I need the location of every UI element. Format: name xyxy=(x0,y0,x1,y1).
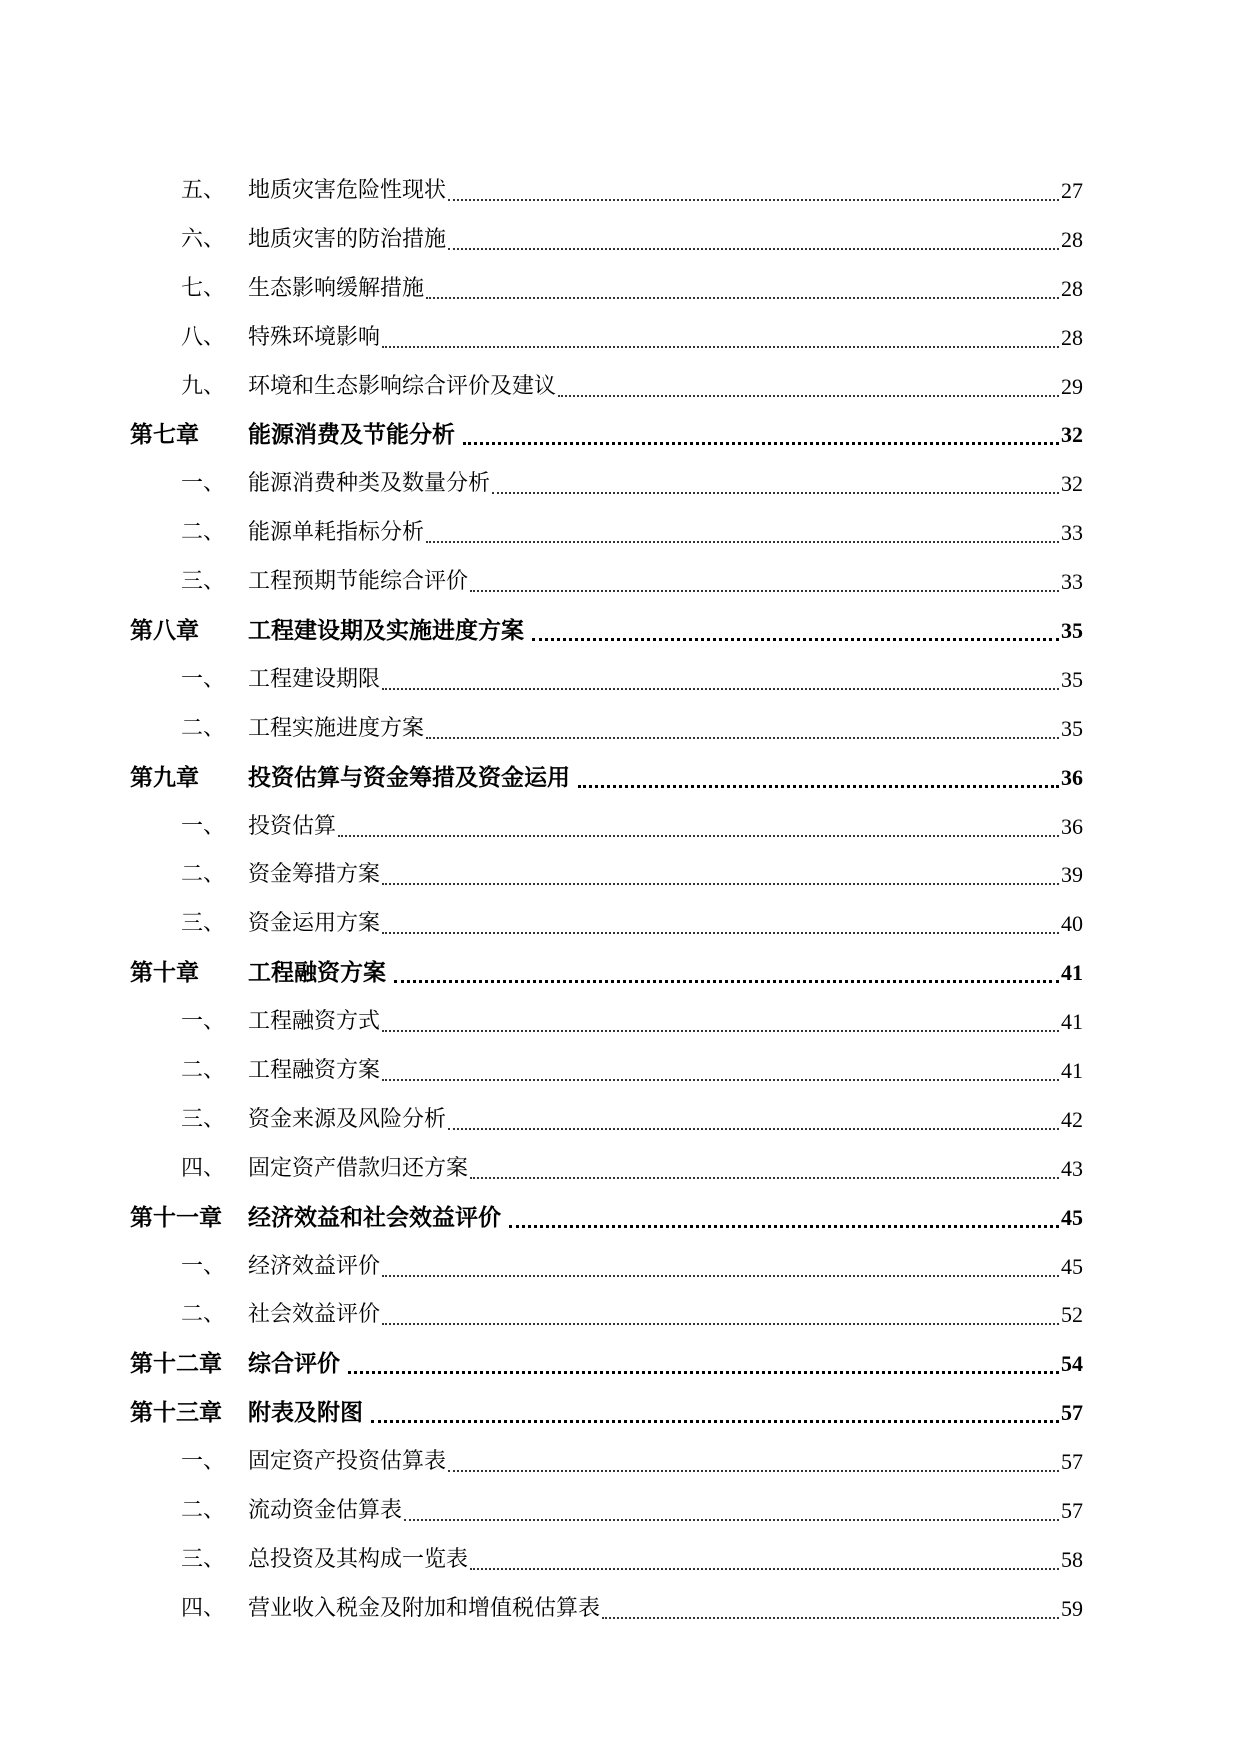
section-title: 社会效益评价 xyxy=(248,1302,381,1328)
toc-chapter-entry[interactable] xyxy=(0,1198,1241,1247)
page-number: 57 xyxy=(1061,1498,1083,1524)
section-number: 三、 xyxy=(181,1106,226,1132)
dot-leader xyxy=(348,1371,1059,1374)
toc-entry-line xyxy=(248,1100,1083,1140)
section-title: 环境和生态影响综合评价及建议 xyxy=(248,373,557,399)
dot-leader xyxy=(382,346,1059,348)
section-title: 流动资金估算表 xyxy=(248,1498,403,1524)
toc-section-entry[interactable] xyxy=(0,318,1241,367)
toc-entry-line xyxy=(248,367,1083,407)
toc-entry-line xyxy=(248,660,1083,700)
page-number: 32 xyxy=(1061,422,1083,448)
page-number: 45 xyxy=(1061,1253,1083,1279)
toc-entry-line xyxy=(248,1247,1083,1287)
section-title: 能源单耗指标分析 xyxy=(248,520,425,546)
page-number: 32 xyxy=(1061,471,1083,497)
page-number: 40 xyxy=(1061,911,1083,937)
page-number: 29 xyxy=(1061,373,1083,399)
toc-chapter-entry[interactable] xyxy=(0,758,1241,807)
page-number: 41 xyxy=(1061,960,1083,986)
toc-section-entry[interactable] xyxy=(0,513,1241,562)
section-title: 工程建设期限 xyxy=(248,666,381,692)
section-number: 二、 xyxy=(181,1498,226,1524)
chapter-number: 第八章 xyxy=(130,618,199,645)
section-number: 三、 xyxy=(181,911,226,937)
toc-entry-line xyxy=(248,562,1083,602)
section-title: 固定资产投资估算表 xyxy=(248,1449,447,1475)
section-number: 一、 xyxy=(181,471,226,497)
page-number: 36 xyxy=(1061,813,1083,839)
toc-entry-line xyxy=(248,171,1083,211)
toc-section-entry[interactable] xyxy=(0,660,1241,709)
section-number: 二、 xyxy=(181,520,226,546)
toc-section-entry[interactable] xyxy=(0,220,1241,269)
table-of-contents xyxy=(0,171,1241,1638)
page-number: 41 xyxy=(1061,1058,1083,1084)
toc-entry-line xyxy=(248,758,1083,798)
section-number: 六、 xyxy=(181,226,226,252)
section-number: 七、 xyxy=(181,275,226,301)
chapter-number: 第十一章 xyxy=(130,1204,222,1231)
toc-entry-line xyxy=(248,1491,1083,1531)
section-title: 固定资产借款归还方案 xyxy=(248,1155,469,1181)
toc-entry-line xyxy=(248,1589,1083,1629)
toc-chapter-entry[interactable] xyxy=(0,415,1241,464)
toc-entry-line xyxy=(248,1198,1083,1238)
dot-leader xyxy=(338,835,1059,837)
toc-section-entry[interactable] xyxy=(0,1295,1241,1344)
toc-chapter-entry[interactable] xyxy=(0,1344,1241,1393)
dot-leader xyxy=(578,785,1059,788)
page-number: 33 xyxy=(1061,520,1083,546)
section-title: 经济效益评价 xyxy=(248,1253,381,1279)
toc-entry-line xyxy=(248,1149,1083,1189)
dot-leader xyxy=(448,199,1059,201)
toc-section-entry[interactable] xyxy=(0,709,1241,758)
page-number: 52 xyxy=(1061,1302,1083,1328)
dot-leader xyxy=(602,1617,1059,1619)
page-number: 54 xyxy=(1061,1351,1083,1377)
page-number: 28 xyxy=(1061,324,1083,350)
toc-entry-line xyxy=(248,1540,1083,1580)
page-number: 57 xyxy=(1061,1449,1083,1475)
section-number: 九、 xyxy=(181,373,226,399)
dot-leader xyxy=(470,1568,1059,1570)
toc-entry-line xyxy=(248,709,1083,749)
page-number: 35 xyxy=(1061,618,1083,644)
dot-leader xyxy=(382,1030,1059,1032)
chapter-number: 第九章 xyxy=(130,764,199,791)
section-title: 资金筹措方案 xyxy=(248,862,381,888)
section-number: 一、 xyxy=(181,1449,226,1475)
dot-leader xyxy=(394,980,1059,983)
page-number: 41 xyxy=(1061,1009,1083,1035)
page-number: 35 xyxy=(1061,666,1083,692)
section-number: 二、 xyxy=(181,1302,226,1328)
page-number: 42 xyxy=(1061,1106,1083,1132)
section-title: 工程融资方式 xyxy=(248,1009,381,1035)
toc-section-entry[interactable] xyxy=(0,367,1241,416)
toc-entry-line xyxy=(248,415,1083,455)
dot-leader xyxy=(382,1275,1059,1277)
toc-entry-line xyxy=(248,855,1083,895)
toc-section-entry[interactable] xyxy=(0,1589,1241,1638)
section-title: 工程预期节能综合评价 xyxy=(248,569,469,595)
section-number: 二、 xyxy=(181,715,226,741)
section-title: 资金运用方案 xyxy=(248,911,381,937)
page-number: 35 xyxy=(1061,715,1083,741)
section-number: 一、 xyxy=(181,1253,226,1279)
toc-section-entry[interactable] xyxy=(0,1051,1241,1100)
chapter-number: 第七章 xyxy=(130,422,199,449)
toc-section-entry[interactable] xyxy=(0,464,1241,513)
section-number: 五、 xyxy=(181,178,226,203)
section-number: 一、 xyxy=(181,1009,226,1035)
toc-chapter-entry[interactable] xyxy=(0,1393,1241,1442)
toc-section-entry[interactable] xyxy=(0,171,1241,220)
toc-entry-line xyxy=(248,1295,1083,1335)
toc-entry-line xyxy=(248,904,1083,944)
section-title: 资金来源及风险分析 xyxy=(248,1106,447,1132)
page-number: 43 xyxy=(1061,1155,1083,1181)
section-title: 地质灾害危险性现状 xyxy=(248,178,447,203)
dot-leader xyxy=(463,442,1059,445)
dot-leader xyxy=(470,1177,1059,1179)
toc-section-entry[interactable] xyxy=(0,807,1241,856)
toc-chapter-entry[interactable] xyxy=(0,953,1241,1002)
dot-leader xyxy=(509,1225,1059,1228)
dot-leader xyxy=(426,297,1059,299)
section-number: 二、 xyxy=(181,1058,226,1084)
page-number: 57 xyxy=(1061,1400,1083,1426)
dot-leader xyxy=(448,1128,1059,1130)
dot-leader xyxy=(492,492,1059,494)
dot-leader xyxy=(404,1519,1059,1521)
section-title: 总投资及其构成一览表 xyxy=(248,1546,469,1572)
page-number: 58 xyxy=(1061,1546,1083,1572)
section-title: 特殊环境影响 xyxy=(248,324,381,350)
dot-leader xyxy=(448,248,1059,250)
toc-entry-line xyxy=(248,1002,1083,1042)
dot-leader xyxy=(426,541,1059,543)
toc-entry-line xyxy=(248,513,1083,553)
dot-leader xyxy=(532,638,1059,641)
page-number: 28 xyxy=(1061,275,1083,301)
toc-entry-line xyxy=(248,220,1083,260)
chapter-title: 经济效益和社会效益评价 xyxy=(248,1204,501,1231)
toc-section-entry[interactable] xyxy=(0,1540,1241,1589)
section-title: 地质灾害的防治措施 xyxy=(248,226,447,252)
dot-leader xyxy=(371,1420,1059,1423)
toc-entry-line xyxy=(248,318,1083,358)
section-title: 投资估算 xyxy=(248,813,337,839)
dot-leader xyxy=(382,1079,1059,1081)
section-number: 三、 xyxy=(181,569,226,595)
toc-section-entry[interactable] xyxy=(0,1149,1241,1198)
section-number: 八、 xyxy=(181,324,226,350)
section-title: 营业收入税金及附加和增值税估算表 xyxy=(248,1595,601,1621)
page-number: 45 xyxy=(1061,1204,1083,1230)
toc-entry-line xyxy=(248,953,1083,993)
chapter-title: 综合评价 xyxy=(248,1351,340,1378)
toc-entry-line xyxy=(248,464,1083,504)
toc-section-entry[interactable] xyxy=(0,562,1241,611)
toc-section-entry[interactable] xyxy=(0,904,1241,953)
section-number: 三、 xyxy=(181,1546,226,1572)
chapter-title: 附表及附图 xyxy=(248,1400,363,1427)
section-number: 四、 xyxy=(181,1595,226,1621)
dot-leader xyxy=(448,1470,1059,1472)
chapter-title: 工程融资方案 xyxy=(248,960,386,987)
chapter-number: 第十三章 xyxy=(130,1400,222,1427)
toc-section-entry[interactable] xyxy=(0,1247,1241,1296)
toc-section-entry[interactable] xyxy=(0,1100,1241,1149)
toc-entry-line xyxy=(248,1344,1083,1384)
chapter-title: 能源消费及节能分析 xyxy=(248,422,455,449)
dot-leader xyxy=(558,395,1059,397)
toc-section-entry[interactable] xyxy=(0,1491,1241,1540)
toc-section-entry[interactable] xyxy=(0,1002,1241,1051)
dot-leader xyxy=(382,688,1059,690)
chapter-title: 投资估算与资金筹措及资金运用 xyxy=(248,764,570,791)
chapter-number: 第十二章 xyxy=(130,1351,222,1378)
toc-section-entry[interactable] xyxy=(0,269,1241,318)
section-number: 二、 xyxy=(181,862,226,888)
section-title: 能源消费种类及数量分析 xyxy=(248,471,491,497)
toc-section-entry[interactable] xyxy=(0,855,1241,904)
dot-leader xyxy=(382,883,1059,885)
chapter-number: 第十章 xyxy=(130,960,199,987)
toc-entry-line xyxy=(248,1442,1083,1482)
toc-entry-line xyxy=(248,807,1083,847)
toc-entry-line xyxy=(248,1393,1083,1433)
section-title: 生态影响缓解措施 xyxy=(248,275,425,301)
section-title: 工程融资方案 xyxy=(248,1058,381,1084)
page-number: 27 xyxy=(1061,178,1083,203)
section-title: 工程实施进度方案 xyxy=(248,715,425,741)
page-number: 36 xyxy=(1061,764,1083,790)
section-number: 一、 xyxy=(181,813,226,839)
dot-leader xyxy=(382,932,1059,934)
toc-entry-line xyxy=(248,269,1083,309)
page-number: 33 xyxy=(1061,569,1083,595)
section-number: 四、 xyxy=(181,1155,226,1181)
page-number: 28 xyxy=(1061,226,1083,252)
toc-chapter-entry[interactable] xyxy=(0,611,1241,660)
toc-section-entry[interactable] xyxy=(0,1442,1241,1491)
dot-leader xyxy=(470,590,1059,592)
page-number: 59 xyxy=(1061,1595,1083,1621)
chapter-title: 工程建设期及实施进度方案 xyxy=(248,618,524,645)
section-number: 一、 xyxy=(181,666,226,692)
page-number: 39 xyxy=(1061,862,1083,888)
toc-entry-line xyxy=(248,1051,1083,1091)
toc-entry-line xyxy=(248,611,1083,651)
dot-leader xyxy=(426,737,1059,739)
dot-leader xyxy=(382,1323,1059,1325)
